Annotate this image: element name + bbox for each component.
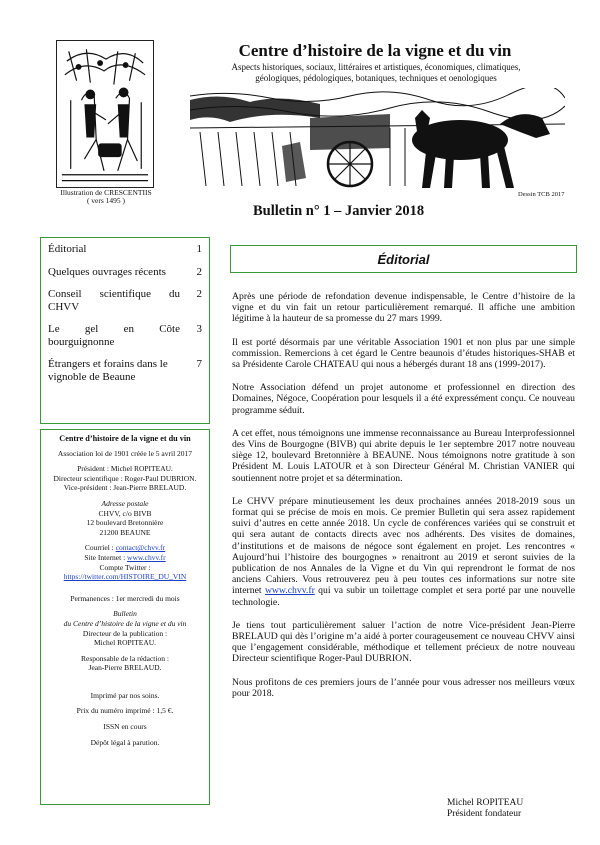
info-postal-label: Adresse postale — [101, 498, 149, 508]
email-link[interactable]: contact@chvv.fr — [115, 543, 166, 553]
info-editor: Jean-Pierre BRELAUD. — [88, 663, 162, 673]
info-scientific-director: Directeur scientifique : Roger-Paul DUBRION. — [53, 473, 197, 483]
vineyard-drawing — [190, 88, 565, 191]
info-bulletin-of: du Centre d’histoire de la vigne et du vin — [63, 618, 187, 628]
toc-item-page: 1 — [196, 243, 202, 255]
toc-item — [48, 358, 202, 383]
bulletin-title: Bulletin n° 1 – Janvier 2018 — [253, 203, 425, 219]
association-info-box — [40, 429, 210, 805]
info-address-line: 21200 BEAUNE — [99, 527, 151, 537]
info-address-line: CHVV, c/o BIVB — [98, 508, 152, 518]
info-price: Prix du numéro imprimé : 1,5 €. — [76, 706, 174, 716]
editorial-heading-box — [230, 245, 577, 273]
info-vice-president: Vice-président : Jean-Pierre BRELAUD. — [63, 483, 187, 493]
editorial-paragraph: Il est porté désormais par une véritable Association 1901 et non plus par une simple commission. Remercions à cet égard le Centre beaunois d’études historiques-SHAB et sa Présidente Carole CHATEAU qui nous a hébergés durant 18 ans (1999-2017). — [232, 336, 575, 371]
logo-caption — [40, 189, 172, 205]
editorial-paragraph: Nous profitons de ces premiers jours de l’année pour vous adresser nos meilleurs vœux pour 2018. — [232, 676, 575, 699]
toc-item — [48, 323, 202, 348]
signature-name: Michel ROPITEAU — [447, 798, 524, 808]
info-pub-director-label: Directeur de la publication : — [82, 628, 168, 638]
website-link-inline[interactable]: www.chvv.fr — [264, 585, 315, 597]
info-bulletin-label: Bulletin — [113, 609, 137, 619]
table-of-contents — [40, 237, 210, 424]
subtitle-line2: géologiques, pédologiques, botaniques, techniques et oenologiques — [255, 73, 497, 83]
editorial-paragraph: A cet effet, nous témoignons une immense reconnaissance au Bureau Interprofessionnel des Vins de Bourgogne (BIVB) qui abrite depuis le 1er septembre 2017 notre nouveau siège 12, boulevard Bretonnière à BEAUNE. Nous témoignons notre gratitude à son Président M. Louis LATOUR et à son Directeur Général M. Christian VANIER qui soutiennent notre projet et sa détermination. — [232, 427, 575, 484]
editorial-heading: Éditorial — [377, 251, 430, 267]
info-site-row: Site Internet : www.chvv.fr — [84, 552, 166, 562]
info-twitter-label: Compte Twitter : — [99, 562, 151, 572]
info-heading: Centre d’histoire de la vigne et du vin — [59, 434, 191, 443]
toc-item-page: 3 — [196, 323, 202, 335]
site-subtitle — [186, 62, 566, 84]
info-printed: Imprimé par nos soins. — [90, 690, 160, 700]
toc-item — [48, 243, 202, 256]
logo-caption-line1: Illustration de CRESCENTIIS — [60, 188, 152, 197]
toc-item-page: 2 — [196, 288, 202, 300]
info-president: Président : Michel ROPITEAU. — [77, 464, 173, 474]
toc-item-page: 2 — [196, 265, 202, 278]
logo-caption-line2: ( vers 1495 ) — [86, 196, 126, 205]
woodcut-logo — [56, 40, 154, 188]
editorial-article — [232, 291, 575, 711]
info-editor-label: Responsable de la rédaction : — [81, 653, 169, 663]
info-address-line: 12 boulevard Bretonnière — [86, 518, 164, 528]
vineyard-cart-drawing — [190, 88, 565, 191]
editorial-paragraph: Notre Association défend un projet autonome et professionnel en direction des Domaines, Négoce, Coopération pour lesquels il a été expressément conçu. Ce nouveau programme séduit. — [232, 382, 575, 416]
toc-item-title: Quelques ouvrages récents — [48, 265, 166, 278]
info-issn: ISSN en cours — [103, 722, 147, 732]
toc-item-title: Étrangers et forains dans le vignoble de Beaune — [48, 358, 168, 383]
editorial-paragraph: Je tiens tout particulièrement saluer l’action de notre Vice-président Jean-Pierre BRELAUD qui dès l’origine m’a aidé à porter courageusement ce nouveau CHVV ainsi que l’engagement considérable, méthodique et tellement précieux de notre nouveau Directeur scientifique Roger-Paul DUBRION. — [232, 619, 575, 665]
info-founded: Association loi de 1901 créée le 5 avril 2017 — [57, 448, 193, 458]
info-legal: Dépôt légal à parution. — [90, 737, 160, 747]
website-link[interactable]: www.chvv.fr — [127, 552, 166, 562]
signature — [447, 798, 523, 820]
info-permanences: Permanences : 1er mercredi du mois — [70, 593, 180, 603]
toc-item — [48, 288, 202, 313]
twitter-link[interactable]: https://twitter.com/HISTOIRE_DU_VIN — [63, 572, 187, 582]
info-email-row: Courriel : contact@chvv.fr — [84, 543, 166, 553]
info-pub-director: Michel ROPITEAU. — [93, 638, 157, 648]
info-twitter-row — [45, 572, 205, 582]
subtitle-line1: Aspects historiques, sociaux, littéraires et artistiques, économiques, climatiques, — [231, 62, 521, 72]
drawing-credit: Dessin TCB 2017 — [518, 191, 565, 198]
woodcut-illustration — [57, 41, 153, 187]
toc-item-title: Conseil scientifique du CHVV — [48, 288, 180, 313]
site-title: Centre d’histoire de la vigne et du vin — [238, 41, 512, 60]
editorial-paragraph: Après une période de refondation devenue indispensable, le Centre d’histoire de la vigne et du vin fait un retour particulièrement remarqué. Il affiche une ambition légitime à la hauteur de sa promesse du 27 mars 1999. — [232, 291, 575, 325]
editorial-paragraph: Le CHVV prépare minutieusement les deux prochaines années 2018-2019 sous un format qui se précise de mois en mois. Ce premier Bulletin qui sera assez rapidement suivi d’autres en cette année 2018. Un cycle de conférences variées qui se construit et qui sera autant de contacts directs avec nos adhérents. Des visites de domaines, d’institutions et de maisons de négoce sont également en projet. Les rencontres « Aujourd’hui l’histoire des bourgognes » renaitront au 2019 et seront suivies de la publication de nos Annales de la Vigne et du Vin qui reprendront le format de nos anciens Cahiers. Vous retrouverez peu à peu toutes ces informations sur notre site internet www.chvv.fr qui va subir un toilettage complet et sera porté par une nouvelle technologie. — [232, 495, 575, 608]
toc-item-title: Le gel en Côte bourguignonne — [48, 323, 180, 348]
signature-role: Président fondateur — [447, 809, 522, 819]
toc-item-page: 7 — [196, 358, 202, 370]
toc-item-title: Éditorial — [48, 243, 87, 255]
toc-item — [48, 266, 202, 279]
